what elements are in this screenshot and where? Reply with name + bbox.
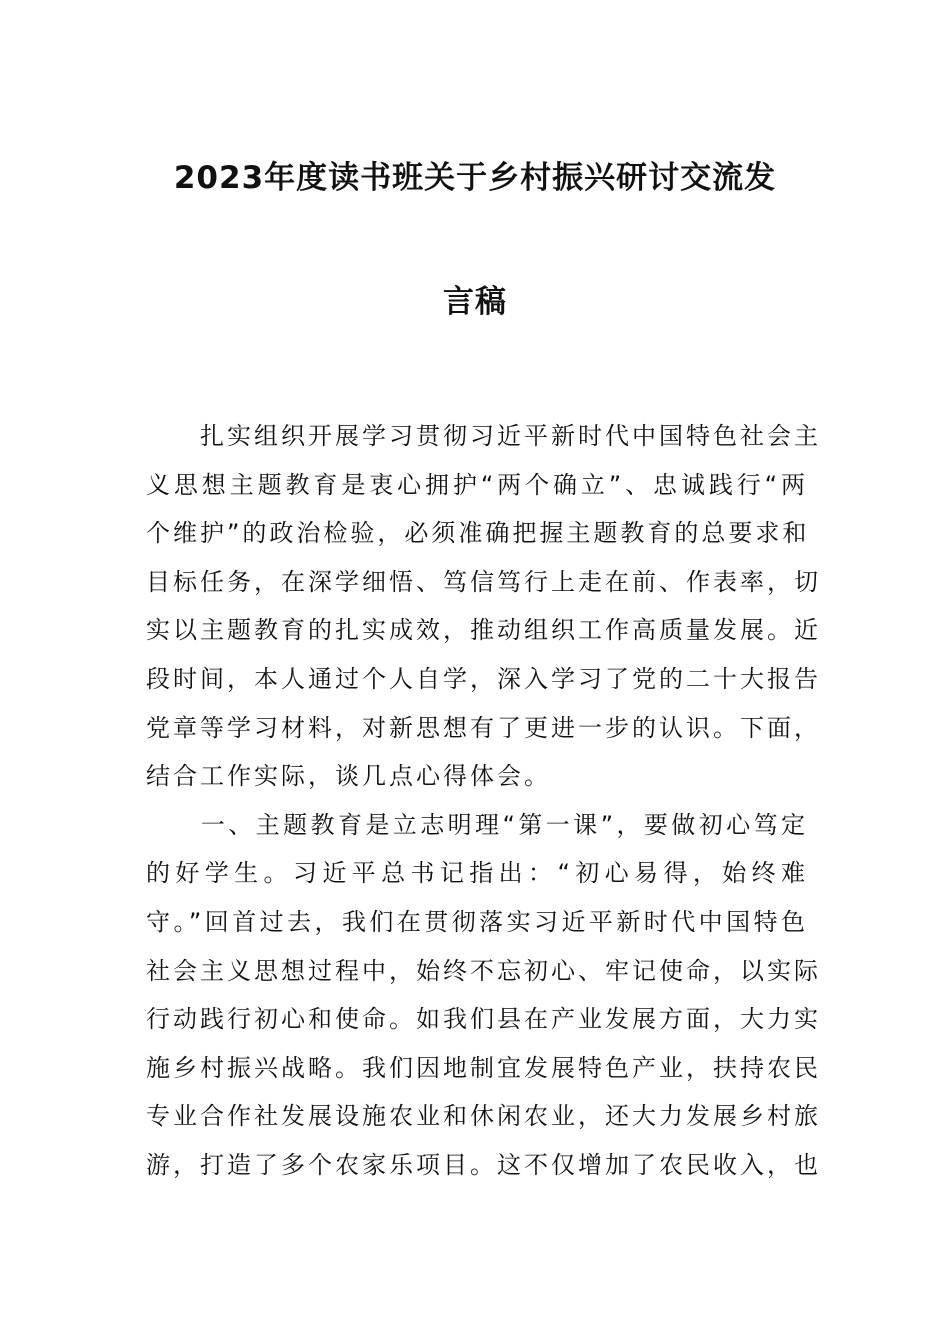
text-line: 社会主义思想过程中，始终不忘初心、牢记使命，以实际: [146, 956, 821, 985]
text-line: 义思想主题教育是衷心拥护“两个确立”、忠诚践行“两: [146, 470, 808, 499]
paragraph-2: [146, 801, 821, 1190]
document-body: [146, 412, 821, 1190]
text-line: 行动践行初心和使命。如我们县在产业发展方面，大力实: [146, 1005, 821, 1034]
paragraph-1: [146, 412, 821, 801]
text-line: 扎实组织开展学习贯彻习近平新时代中国特色社会主: [146, 422, 821, 450]
text-line: 实以主题教育的扎实成效，推动组织工作高质量发展。近: [146, 616, 821, 645]
text-line: 施乡村振兴战略。我们因地制宜发展特色产业，扶持农民: [146, 1053, 821, 1082]
text-line: 结合工作实际，谈几点心得体会。: [146, 762, 551, 791]
text-line: 党章等学习材料，对新思想有了更进一步的认识。下面，: [146, 713, 821, 742]
text-line: 守。”回首过去，我们在贯彻落实习近平新时代中国特色: [146, 907, 808, 936]
text-line: 的好学生。习近平总书记指出：“初心易得，始终难: [146, 859, 808, 888]
text-line: 个维护”的政治检验，必须准确把握主题教育的总要求和: [146, 519, 810, 548]
text-line: 一、主题教育是立志明理“第一课”，要做初心笃定: [146, 810, 808, 839]
text-line: 专业合作社发展设施农业和休闲农业，还大力发展乡村旅: [146, 1102, 821, 1131]
text-line: 段时间，本人通过个人自学，深入学习了党的二十大报告: [146, 664, 821, 693]
text-line: 目标任务，在深学细悟、笃信笃行上走在前、作表率，切: [146, 567, 821, 596]
document-title-line-2: 言稿: [443, 284, 507, 320]
document-title-line-1: 2023年度读书班关于乡村振兴研讨交流发: [173, 160, 777, 196]
text-line: 游，打造了多个农家乐项目。这不仅增加了农民收入，也: [146, 1150, 821, 1179]
